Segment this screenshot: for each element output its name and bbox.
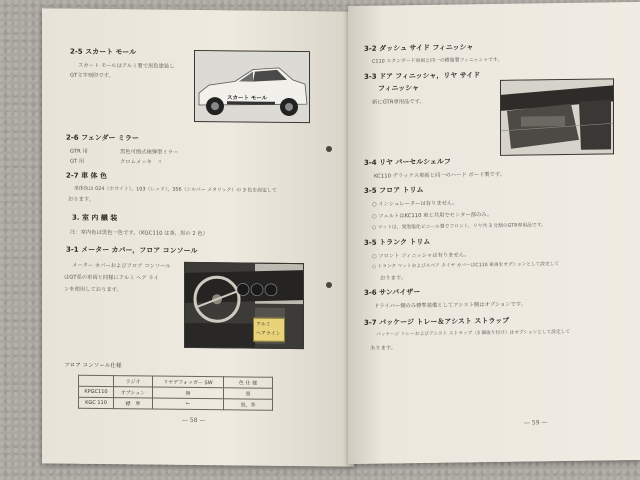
left-page: [42, 8, 354, 466]
section-3-note: 注：室内色は黒色一色です。（KGC110 は茶，黒の 2 色）: [70, 229, 208, 238]
table-row: [79, 397, 273, 410]
table-cell: KPGC110: [79, 386, 114, 397]
floor-trim-bullet-2: ○ フェルトはKC110 車と共用でセンター部のみ。: [372, 212, 493, 220]
table-header-cell: [79, 375, 114, 386]
section-3-2-title: 3-2 ダッシュ サイド フィニッシャ: [364, 43, 474, 53]
table-cell: KGC 110: [79, 397, 114, 408]
table-cell: 標 準: [114, 398, 153, 409]
section-3-7-text-2: あります。: [370, 345, 397, 352]
car-photo-label: スカート モール: [227, 95, 268, 102]
section-3-2-text: C110 スタンダード車両と同一の樹脂製フィニッシャです。: [372, 56, 503, 65]
open-booklet: [30, 0, 640, 468]
section-2-5-text-2: GT文字刻印です。: [70, 72, 114, 80]
section-3-3-text: 新にGTR専用品です。: [372, 98, 425, 106]
table-cell: ←: [153, 398, 224, 410]
gt-mirror-text: クロムメッキ 〃: [120, 159, 163, 166]
table-header-cell: ラジオ: [114, 376, 153, 387]
section-3-6-title: 3-6 サンバイザー: [364, 288, 421, 297]
section-3-3-title: 3-3 ドア フィニッシャ，リヤ サイド: [364, 71, 481, 81]
gt-mirror-label: GT 用: [70, 158, 85, 165]
tag-label-2: ヘアライン: [256, 330, 281, 337]
table-header-cell: 色 仕 様: [224, 377, 273, 389]
floor-trim-bullet-3: ○ マットは，発泡塩化ビニール製でフロント，リヤ共 3 分割のGTR専用品です。: [372, 223, 546, 231]
section-3-1-title: 3-1 メーター カバー，フロア コンソール: [66, 245, 198, 255]
section-3-3-title-2: フィニッシャ: [378, 84, 420, 93]
section-2-7-text-2: おります。: [68, 196, 95, 203]
section-2-7-text-1: 単体色は 024（ホワイト），103（レッド），356（シルバー メタリック）の 3 色を設定して: [74, 185, 277, 194]
floor-trim-bullet-1: ○ インシュレーターは有りません。: [372, 200, 458, 208]
table-cell: オプション: [114, 387, 153, 398]
table-caption: フロア コンソール仕様: [64, 362, 122, 370]
binding-hole-top: [326, 146, 332, 152]
table-header-cell: リヤデフォッガー SW: [153, 376, 224, 388]
console-spec-table: [78, 375, 273, 411]
dashboard-photo: [184, 262, 304, 349]
section-3-1-text-2: はGT系の車両と同様にアルミ ヘア ライ: [64, 274, 159, 282]
right-page-number: — 59 —: [524, 419, 548, 427]
right-page: [348, 2, 640, 464]
section-trunk-trim-title: 3-5 トランク トリム: [364, 237, 431, 247]
table-cell: 黒: [224, 388, 273, 400]
gtr-mirror-label: GTR 用: [70, 148, 88, 155]
section-3-7-text-1: パッケージ トレーおよびアシスト ストラップ（3 個取り付け）はオプションとして設定して: [376, 329, 571, 338]
section-3-5-title: 3-5 フロア トリム: [364, 185, 424, 195]
section-3-1-text-3: ンを使用しております。: [64, 286, 122, 294]
section-2-5-title: 2-5 スカート モール: [70, 47, 137, 57]
trunk-trim-text-3: おります。: [380, 275, 407, 282]
table-cell: 無: [153, 387, 224, 399]
section-2-7-title: 2-7 車 体 色: [66, 171, 107, 181]
section-3-4-title: 3-4 リヤ パーセルシェルフ: [364, 157, 451, 167]
interior-photo: [500, 78, 614, 156]
section-3-1-text-1: メーター カバーおよびフロア コンソール: [72, 262, 171, 270]
binding-hole-bottom: [326, 282, 332, 288]
left-page-number: — 58 —: [182, 416, 206, 425]
aluminum-hairline-tag: [253, 318, 285, 342]
section-2-5-text-1: スカート モールはアルミ製で黒色塗装し: [78, 62, 175, 70]
section-3-7-title: 3-7 パッケージ トレー＆アシスト ストラップ: [364, 316, 510, 327]
tag-label-1: アルミ: [256, 321, 271, 328]
section-3-title: 3. 室 内 艤 装: [72, 213, 118, 223]
section-2-6-title: 2-6 フェンダー ミラー: [66, 133, 139, 143]
trunk-trim-bullet-2: ○ トランク マットおよびスペア タイヤ カバーはC110 車両をオプションとして設定して: [372, 262, 560, 270]
section-3-4-text: KC110 デラックス車両と同一のハード ボード製です。: [374, 171, 506, 180]
trunk-trim-bullet-1: ○ フロント フィニッシャは有りません。: [372, 252, 470, 260]
gtr-mirror-text: 黒色可倒式砲弾型ミラー: [120, 149, 179, 156]
section-3-6-text: ドライバー側のみ標準装備としてアシスト側はオプションです。: [374, 301, 527, 310]
table-cell: 黒，茶: [224, 399, 273, 411]
car-side-photo: [194, 50, 310, 123]
